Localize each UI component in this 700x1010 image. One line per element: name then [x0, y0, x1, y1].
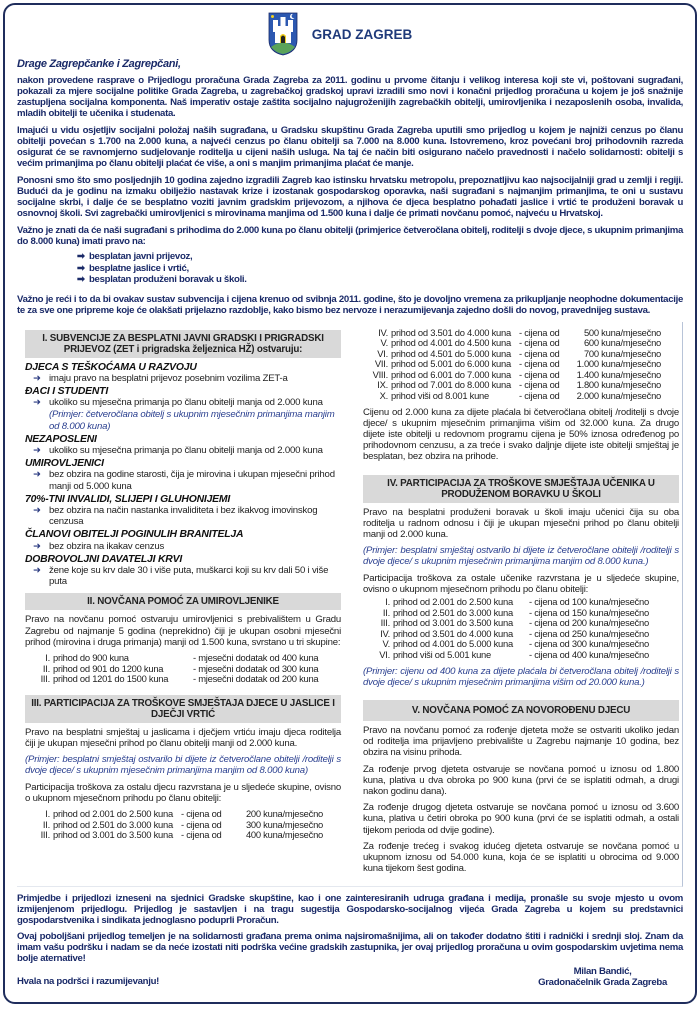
- table-cell: prihod do 900 kuna: [53, 651, 129, 663]
- table-cell: prihod od 3.001 do 3.500 kuna: [53, 829, 173, 841]
- arrow-icon: ➡: [77, 262, 85, 274]
- arrow-icon: ➡: [77, 274, 85, 285]
- list-item: ➡ besplatan javni prijevoz,: [77, 251, 193, 262]
- example-text: (Primjer: cijenu od 400 kuna za dijete plaćala bi četveročlana obitelj /roditelji s dvoje djece/ s ukupnim mjesečnim primanjima višim od 20.000 kuna.): [363, 665, 679, 688]
- left-column: [25, 324, 341, 880]
- table-cell: prihod od 4.501 do 5.000 kuna: [391, 347, 511, 359]
- list-item: ➡ besplatan produženi boravak u školi.: [77, 274, 247, 285]
- arrow-icon: ➜: [33, 372, 41, 384]
- table-cell: - cijena od 150 kuna/mjesečno: [529, 606, 649, 618]
- table-cell: prihod od 7.001 do 8.000 kuna: [391, 379, 511, 391]
- intro-paragraph: Imajući u vidu osjetljiv socijalni položaj naših sugrađana, u Gradsku skupštinu Grada Zagreba uputili smo prijedlog u kojem je najniži cenzus po članu obitelji povećan s 1.700 na 2.000 kuna, a najveći cenzus po članu obitelji sa 7.000 na 8.000 kuna. Istovremeno, kroz povećani broj prihodovnih razreda osigurat će se ravnomjerno sudjelovanje roditelja u cijeni naših usluga. Na taj će način biti osigurano načelo pravednosti i načelo solidarnosti: obitelji s većim primanjima po članu obitelji plaćat će više, a oni s manjim primanjima plaćat će manje.: [17, 125, 683, 169]
- table-row: [367, 391, 663, 402]
- category-item: [25, 445, 341, 456]
- category-title: DJECA S TEŠKOĆAMA U RAZVOJU: [25, 361, 197, 373]
- thanks-text: Hvala na podršci i razumijevanju!: [17, 975, 160, 987]
- intro-section: [17, 59, 683, 316]
- page-header: [0, 11, 683, 57]
- table-cell: - cijena od 400 kuna/mjesečno: [529, 649, 649, 661]
- intro-paragraph: Ponosni smo što smo posljednjih 10 godina zajedno izgradili Zagreb kao istinsku hrvatsku metropolu, prepoznatljivu kao najsocijalniji grad u zemlji i regiji. Budući da je godinu na izmaku obilježio nastavak krize i izostanak gospodarskog oporavka, naši sugrađani s najmanjim primanjima, te oni u sustavu socijalne skrbi, i dalje će se besplatno voziti javnim gradskim prijevozom, a njihova će djeca besplatno pohađati jaslice i vrtić te produženi boravak u osnovnoj školi. Svi zagrebački umirovljenici s mirovinama manjima od 1.500 kuna i dalje će primati novčanu pomoć, najveću u Hrvatskoj.: [17, 175, 683, 219]
- section-text: Za rođenje prvog djeteta ostvaruje se novčana pomoć u iznosu od 1.800 kuna, plativa u dva obroka po 900 kuna (prvi će se isplatiti odmah, a drugi nakon godinu dana).: [363, 763, 679, 798]
- table-cell: V.: [380, 337, 388, 349]
- table-cell: V.: [382, 638, 390, 650]
- table-cell: - mjesečni dodatak od 200 kuna: [193, 673, 319, 685]
- list-item: ➡ besplatne jaslice i vrtić,: [77, 262, 189, 274]
- table-cell: prihod viši od 5.001 kune: [393, 649, 491, 661]
- table-cell: 300 kuna/mjesečno: [245, 818, 323, 830]
- table-cell: prihod od 4.001 do 5.000 kuna: [393, 638, 513, 650]
- category-item: [25, 373, 341, 384]
- pension-table: [31, 653, 333, 685]
- item-text: bez obzira na godine starosti, čija je mirovina i ukupan mjesečni prihod manji od 5.000 kuna: [49, 469, 335, 492]
- category-title: 70%-TNI INVALIDI, SLIJEPI I GLUHONIJEMI: [25, 493, 231, 505]
- table-cell: - cijena od: [519, 337, 560, 349]
- benefits-box: [17, 322, 683, 887]
- signature: [538, 966, 667, 988]
- category-title: UMIROVLJENICI: [25, 458, 104, 470]
- item-text: imaju pravo na besplatni prijevoz posebnim vozilima ZET-a: [49, 372, 288, 384]
- section-text: Participacija troškova za ostalu djecu razvrstana je u sljedeće skupine, ovisno o ukupnom mjesečnom prihodu po članu obitelji:: [25, 781, 341, 804]
- example-text: (Primjer: besplatni smještaj ostvarilo bi dijete iz četveročlane obitelji /roditelji s dvoje djece/ s ukupnim mjesečnim primanjima manjim od 8.000 kuna): [25, 754, 341, 777]
- table-cell: IV.: [378, 326, 388, 338]
- page-frame: [3, 3, 697, 1004]
- table-cell: VI.: [379, 649, 390, 661]
- table-cell: - cijena od 250 kuna/mjesečno: [529, 627, 649, 639]
- category-title: DOBROVOLJNI DAVATELJI KRVI: [25, 553, 183, 565]
- example-text: (Primjer: četveročlana obitelj s ukupnim mjesečnim primanjima manjim od 8.000 kuna): [49, 409, 335, 432]
- table-cell: IV.: [380, 627, 390, 639]
- table-cell: 1.000 kuna/mjesečno: [576, 358, 661, 370]
- section-header: III. PARTICIPACIJA ZA TROŠKOVE SMJEŠTAJA DJECE U JASLICE I DJEČJI VRTIĆ: [25, 695, 341, 723]
- table-cell: prihod od 2.001 do 2.500 kuna: [393, 596, 513, 608]
- section-text: Cijenu od 2.000 kuna za dijete plaćala bi četveročlana obitelj /roditelji s dvoje djece/ s ukupnim mjesečnim primanjima višim od 32.000 kuna. Za drugo dijete iste obitelji u redovnom programu cijena je 50% iznosa određenog po prihodovnom cenzusu, a za treće i svako daljnje dijete iste obitelji smještaj je besplatan, bez obzira na prihode.: [363, 406, 679, 463]
- item-text: ukoliko su mjesečna primanja po članu obitelji manja od 2.000 kuna: [49, 444, 323, 456]
- table-cell: III.: [40, 673, 50, 685]
- table-cell: 1.800 kuna/mjesečno: [576, 379, 661, 391]
- section-text: Pravo na novčanu pomoć za rođenje djeteta može se ostvariti ukoliko jedan od roditelja ima prijavljeno prebivalište u Zagrebu najmanje 10 godina, bez obzira na visinu prihoda.: [363, 725, 679, 759]
- table-cell: prihod od 3.501 do 4.000 kuna: [393, 627, 513, 639]
- table-cell: - cijena od: [181, 807, 222, 819]
- section-text: Pravo na besplatni produženi boravak u školi imaju učenici čija su oba roditelja u radnom odnosu i čiji je ukupan mjesečni prihod po članu obitelji manji od 2.000 kuna.: [363, 506, 679, 541]
- table-cell: I.: [385, 596, 390, 608]
- table-cell: prihod od 6.001 do 7.000 kuna: [391, 368, 511, 380]
- arrow-icon: ➜: [33, 397, 41, 409]
- table-cell: prihod od 5.001 do 6.000 kuna: [391, 358, 511, 370]
- intro-paragraph: Važno je reći i to da bi ovakav sustav subvencija i cijena krenuo od svibnja 2011. godine, što je dovoljno vremena za prikupljanje neophodne dokumentacije te za sve one pripreme koje će olakšati prijelazno razdoblje, kako bismo bez nervoze i nerazumijevanja zajedno došli do novog, pravednijeg sustava.: [17, 293, 683, 316]
- table-cell: prihod od 4.001 do 4.500 kuna: [391, 337, 511, 349]
- signature-name: Milan Bandić,: [573, 965, 632, 977]
- closing-paragraph: Primjedbe i prijedlozi izneseni na sjednici Gradske skupštine, kao i one zainteresiranih udruga građana i medija, pronašle su svoje mjesto u ovom izmijenjenom prijedlogu. Prijedlog je sastavljen i na tragu sugestija Gospodarsko-socijalnog vijeća Grada Zagreba u kojem su predstavnici gospodarstvenika i sindikata jednoglasno poduprli Proračun.: [17, 892, 683, 926]
- table-row: [29, 830, 325, 841]
- table-row: [371, 650, 669, 661]
- section-header: I. SUBVENCIJE ZA BESPLATNI JAVNI GRADSKI I PRIGRADSKI PRIJEVOZ (ZET i prigradska željeznica HŽ) ostvaruju:: [25, 330, 341, 358]
- category-item: [25, 565, 341, 587]
- table-cell: VIII.: [372, 368, 388, 380]
- table-cell: III.: [40, 829, 50, 841]
- table-cell: 2.000 kuna/mjesečno: [576, 390, 661, 402]
- section-text: Za rođenje trećeg i svakog idućeg djeteta ostvaruje se novčana pomoć u ukupnom iznosu od 54.000 kuna, koja će se isplatiti u obrocima od 9.000 kuna tijekom šest godina.: [363, 840, 679, 875]
- table-cell: - cijena od 100 kuna/mjesečno: [529, 596, 649, 608]
- brand-title: GRAD ZAGREB: [311, 26, 413, 42]
- table-cell: - mjesečni dodatak od 300 kuna: [193, 662, 319, 674]
- table-cell: - cijena od: [519, 390, 560, 402]
- transport-groups: [25, 362, 341, 588]
- table-cell: prihod od 2.501 do 3.000 kuna: [393, 606, 513, 618]
- table-cell: I.: [45, 807, 50, 819]
- category-title: ČLANOVI OBITELJI POGINULIH BRANITELJA: [25, 529, 244, 541]
- closing-paragraph: Ovaj poboljšani prijedlog temeljen je na solidarnosti građana prema onima najsiromašnijima, ali on također dodatno štiti i radnički i srednji sloj. Znam da imam vašu podršku i nadam se da neće izostati niti podrška većine gradskih zastupnika, jer ovaj prijedlog proračuna u ovim gospodarskim uvjetima nema bolje aternative!: [17, 930, 683, 964]
- table-cell: 200 kuna/mjesečno: [245, 807, 323, 819]
- table-cell: I.: [45, 651, 50, 663]
- kindergarten-table-continued: [367, 328, 663, 402]
- table-row: [29, 809, 325, 820]
- category-item: [25, 397, 341, 408]
- table-cell: - cijena od: [519, 326, 560, 338]
- kindergarten-table: [29, 809, 325, 841]
- section-header: V. NOVČANA POMOĆ ZA NOVOROĐENU DJECU: [363, 700, 679, 721]
- arrow-icon: ➜: [33, 564, 41, 576]
- table-cell: X.: [379, 390, 388, 402]
- table-cell: prihod od 2.001 do 2.500 kuna: [53, 807, 173, 819]
- table-cell: VII.: [374, 358, 388, 370]
- category-title: NEZAPOSLENI: [25, 433, 97, 445]
- table-cell: VI.: [377, 347, 388, 359]
- intro-paragraph: Važno je znati da će naši sugrađani s prihodima do 2.000 kuna po članu obitelji (primjerice četveročlana obitelj, roditelji s dvoje djece, s ukupnim primanjima do 8.000 kuna) imati pravo na:: [17, 225, 683, 247]
- table-cell: prihod od 3.001 do 3.500 kuna: [393, 617, 513, 629]
- arrow-icon: ➜: [33, 504, 41, 516]
- item-text: bez obzira na ikakav cenzus: [49, 540, 165, 552]
- category-item: [25, 541, 341, 552]
- arrow-icon: ➜: [33, 540, 41, 552]
- table-cell: - cijena od: [519, 379, 560, 391]
- table-cell: 500 kuna/mjesečno: [583, 326, 661, 338]
- table-cell: - cijena od: [519, 368, 560, 380]
- arrow-icon: ➜: [33, 444, 41, 456]
- category-item: [25, 505, 341, 527]
- table-cell: prihod od 2.501 do 3.000 kuna: [53, 818, 173, 830]
- table-cell: II.: [42, 818, 50, 830]
- zagreb-coat-of-arms-logo: [268, 12, 298, 56]
- table-cell: - mjesečni dodatak od 400 kuna: [193, 651, 319, 663]
- closing-section: [17, 893, 683, 992]
- section-header: IV. PARTICIPACIJA ZA TROŠKOVE SMJEŠTAJA UČENIKA U PRODUŽENOM BORAVKU U ŠKOLI: [363, 475, 679, 503]
- signature-title: Gradonačelnik Grada Zagreba: [538, 976, 667, 988]
- category-item: [25, 469, 341, 491]
- school-table: [371, 597, 669, 661]
- closing-row: [17, 966, 683, 992]
- item-text: žene koje su krv dale 30 i više puta, muškarci koji su krv dali 50 i više puta: [49, 564, 329, 588]
- rights-list: [77, 251, 683, 286]
- table-cell: - cijena od: [519, 358, 560, 370]
- table-cell: - cijena od 300 kuna/mjesečno: [529, 638, 649, 650]
- right-column: [363, 324, 679, 880]
- category-title: ĐACI I STUDENTI: [25, 385, 109, 397]
- greeting: Drage Zagrepčanke i Zagrepčani,: [17, 58, 181, 70]
- table-cell: II.: [42, 662, 50, 674]
- table-cell: IX.: [377, 379, 388, 391]
- section-text: Za rođenje drugog djeteta ostvaruje se novčana pomoć u iznosu od 3.600 kuna, plativa u četiri obroka po 900 kuna (prvi će se isplatiti odmah, a ostali tijekom perioda od dvije godine).: [363, 802, 679, 836]
- table-cell: - cijena od: [181, 829, 222, 841]
- table-cell: prihod od 3.501 do 4.000 kuna: [391, 326, 511, 338]
- table-cell: III.: [380, 617, 390, 629]
- section-text: Pravo na novčanu pomoć ostvaruju umirovljenici s prebivalištem u Gradu Zagrebu od najmanje 5 godina (neprekidno) čiji je ukupan osobni mjesečni prihod (mirovina i druga primanja) manji od 1.500 kuna, svrstano u tri skupine:: [25, 614, 341, 648]
- table-cell: II.: [382, 606, 390, 618]
- item-text: bez obzira na način nastanka invaliditeta i bez ikakvog imovinskog cenzusa: [49, 504, 318, 528]
- section-header: II. NOVČANA POMOĆ ZA UMIROVLJENIKE: [25, 593, 341, 610]
- item-text: ukoliko su mjesečna primanja po članu obitelji manja od 2.000 kuna: [49, 397, 323, 409]
- table-row: [31, 674, 333, 685]
- table-cell: - cijena od: [519, 347, 560, 359]
- table-cell: prihod od 901 do 1200 kuna: [53, 662, 164, 674]
- table-row: [31, 653, 333, 664]
- table-cell: - cijena od 200 kuna/mjesečno: [529, 617, 649, 629]
- arrow-icon: ➡: [77, 251, 85, 262]
- table-cell: - cijena od: [181, 818, 222, 830]
- table-cell: 600 kuna/mjesečno: [583, 337, 661, 349]
- intro-paragraph: nakon provedene rasprave o Prijedlogu proračuna Grada Zagreba za 2011. godinu u prvome čitanju i velikog interesa koji ste vi, poštovani sugrađani, pokazali za mjere socijalne politike Grada Zagreba, u zagrebačkoj gradskoj upravi izradili smo novi i konačni prijedlog proračuna u kojem je još snažnije zastupljena socijalna komponenta. Naš imperativ ostaje zaštita socijalno najugroženijih zagrebačkih obitelji, umirovljenika i nezaposlenih osoba, invalida, mladih obitelji te učenika i studenata.: [17, 75, 683, 119]
- table-cell: prihod od 1201 do 1500 kuna: [53, 673, 169, 685]
- section-text: Participacija troškova za ostale učenike razvrstana je u sljedeće skupine, ovisno o ukupnom mjesečnom prihodu po članu obitelji:: [363, 572, 679, 595]
- table-cell: 700 kuna/mjesečno: [583, 347, 661, 359]
- arrow-icon: ➜: [33, 469, 41, 481]
- example-text: (Primjer: besplatni smještaj ostvarilo bi dijete iz četveročlane obitelji /roditelji s dvoje djece/ s ukupnim mjesečnim primanjima manjim od 8.000 kuna.): [363, 545, 679, 568]
- table-cell: 1.400 kuna/mjesečno: [576, 368, 661, 380]
- table-cell: 400 kuna/mjesečno: [245, 829, 323, 841]
- section-text: Pravo na besplatni smještaj u jaslicama i dječjem vrtiću imaju djeca roditelja čiji je ukupan mjesečni prihod po članu obitelji manji od 2.000 kuna.: [25, 726, 341, 749]
- table-cell: prihod viši od 8.001 kune: [391, 390, 489, 402]
